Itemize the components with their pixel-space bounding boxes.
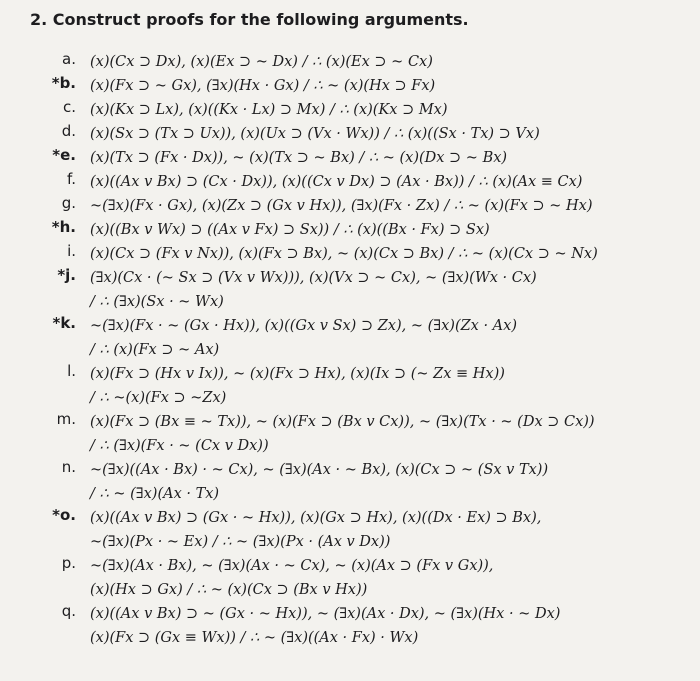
problem-item <box>0 242 700 266</box>
argument-premises: (x)((Ax v Bx) ⊃ (Gx · ~ Hx)), (x)(Gx ⊃ Hx), (x)((Dx · Ex) ⊃ Bx), <box>90 510 542 526</box>
problem-label: *e. <box>52 146 76 164</box>
argument-premises: (x)((Bx v Wx) ⊃ ((Ax v Fx) ⊃ Sx)) / ∴ (x)((Bx · Fx) ⊃ Sx) <box>90 222 490 238</box>
problem-argument <box>90 242 700 266</box>
argument-premises: (x)(Cx ⊃ (Fx v Nx)), (x)(Fx ⊃ Bx), ~ (x)(Cx ⊃ Bx) / ∴ ~ (x)(Cx ⊃ ~ Nx) <box>90 246 598 262</box>
argument-continuation: / ∴ ~(x)(Fx ⊃ ~Zx) <box>90 390 227 406</box>
argument-premises: ~(∃x)(Fx · Gx), (x)(Zx ⊃ (Gx v Hx)), (∃x)(Fx · Zx) / ∴ ~ (x)(Fx ⊃ ~ Hx) <box>90 198 593 214</box>
problem-argument <box>90 74 700 98</box>
problem-item <box>0 74 700 98</box>
problem-item <box>0 554 700 602</box>
problem-item <box>0 194 700 218</box>
problem-label: i. <box>67 242 76 260</box>
argument-premises: (x)(Tx ⊃ (Fx · Dx)), ~ (x)(Tx ⊃ ~ Bx) / ∴ ~ (x)(Dx ⊃ ~ Bx) <box>90 150 508 166</box>
problem-list <box>0 50 700 650</box>
problem-argument <box>90 458 700 506</box>
problem-label: *k. <box>52 314 76 332</box>
problem-item <box>0 458 700 506</box>
problem-argument <box>90 194 700 218</box>
argument-premises: (x)(Fx ⊃ (Bx ≡ ~ Tx)), ~ (x)(Fx ⊃ (Bx v Cx)), ~ (∃x)(Tx · ~ (Dx ⊃ Cx)) <box>90 414 595 430</box>
problem-argument <box>90 506 700 554</box>
argument-premises: ~(∃x)(Ax · Bx), ~ (∃x)(Ax · ~ Cx), ~ (x)(Ax ⊃ (Fx v Gx)), <box>90 558 494 574</box>
problem-item <box>0 266 700 314</box>
problem-label: a. <box>62 50 76 68</box>
problem-argument <box>90 602 700 650</box>
argument-continuation: (x)(Hx ⊃ Gx) / ∴ ~ (x)(Cx ⊃ (Bx v Hx)) <box>90 582 368 598</box>
argument-premises: ~(∃x)(Fx · ~ (Gx · Hx)), (x)((Gx v Sx) ⊃ Zx), ~ (∃x)(Zx · Ax) <box>90 318 517 334</box>
problem-item <box>0 506 700 554</box>
problem-item <box>0 218 700 242</box>
problem-argument <box>90 218 700 242</box>
problem-item <box>0 98 700 122</box>
problem-label: d. <box>61 122 76 140</box>
problem-argument <box>90 170 700 194</box>
argument-premises: (x)(Fx ⊃ ~ Gx), (∃x)(Hx · Gx) / ∴ ~ (x)(Hx ⊃ Fx) <box>90 78 436 94</box>
problem-label: *o. <box>52 506 76 524</box>
problem-label: f. <box>67 170 76 188</box>
problem-label: *b. <box>51 74 76 92</box>
argument-continuation: (x)(Fx ⊃ (Gx ≡ Wx)) / ∴ ~ (∃x)((Ax · Fx) · Wx) <box>90 630 419 646</box>
problem-label: *h. <box>51 218 76 236</box>
problem-label: l. <box>67 362 76 380</box>
problem-argument <box>90 50 700 74</box>
argument-premises: (∃x)(Cx · (~ Sx ⊃ (Vx v Wx))), (x)(Vx ⊃ ~ Cx), ~ (∃x)(Wx · Cx) <box>90 270 537 286</box>
problem-argument <box>90 266 700 314</box>
problem-argument <box>90 554 700 602</box>
exercise-heading: 2. Construct proofs for the following arguments. <box>30 10 469 29</box>
problem-argument <box>90 410 700 458</box>
argument-premises: (x)((Ax v Bx) ⊃ (Cx · Dx)), (x)((Cx v Dx) ⊃ (Ax · Bx)) / ∴ (x)(Ax ≡ Cx) <box>90 174 583 190</box>
problem-item <box>0 146 700 170</box>
argument-continuation: / ∴ (∃x)(Fx · ~ (Cx v Dx)) <box>90 438 269 454</box>
problem-item <box>0 410 700 458</box>
problem-label: p. <box>61 554 76 572</box>
argument-premises: (x)(Kx ⊃ Lx), (x)((Kx · Lx) ⊃ Mx) / ∴ (x)(Kx ⊃ Mx) <box>90 102 448 118</box>
argument-continuation: / ∴ (x)(Fx ⊃ ~ Ax) <box>90 342 220 358</box>
problem-argument <box>90 122 700 146</box>
argument-continuation: / ∴ ~ (∃x)(Ax · Tx) <box>90 486 220 502</box>
problem-argument <box>90 98 700 122</box>
argument-continuation: ~(∃x)(Px · ~ Ex) / ∴ ~ (∃x)(Px · (Ax v Dx)) <box>90 534 391 550</box>
problem-item <box>0 362 700 410</box>
argument-premises: (x)(Cx ⊃ Dx), (x)(Ex ⊃ ~ Dx) / ∴ (x)(Ex ⊃ ~ Cx) <box>90 54 433 70</box>
argument-premises: ~(∃x)((Ax · Bx) · ~ Cx), ~ (∃x)(Ax · ~ Bx), (x)(Cx ⊃ ~ (Sx v Tx)) <box>90 462 549 478</box>
problem-label: *j. <box>57 266 76 284</box>
argument-premises: (x)(Fx ⊃ (Hx v Ix)), ~ (x)(Fx ⊃ Hx), (x)(Ix ⊃ (~ Zx ≡ Hx)) <box>90 366 505 382</box>
problem-item <box>0 314 700 362</box>
argument-premises: (x)((Ax v Bx) ⊃ ~ (Gx · ~ Hx)), ~ (∃x)(Ax · Dx), ~ (∃x)(Hx · ~ Dx) <box>90 606 561 622</box>
problem-label: q. <box>61 602 76 620</box>
problem-item <box>0 602 700 650</box>
problem-argument <box>90 362 700 410</box>
problem-label: g. <box>61 194 76 212</box>
problem-label: m. <box>56 410 76 428</box>
argument-premises: (x)(Sx ⊃ (Tx ⊃ Ux)), (x)(Ux ⊃ (Vx · Wx)) / ∴ (x)((Sx · Tx) ⊃ Vx) <box>90 126 540 142</box>
problem-item <box>0 170 700 194</box>
problem-item <box>0 122 700 146</box>
problem-label: n. <box>61 458 76 476</box>
problem-argument <box>90 314 700 362</box>
problem-item <box>0 50 700 74</box>
problem-label: c. <box>62 98 76 116</box>
argument-continuation: / ∴ (∃x)(Sx · ~ Wx) <box>90 294 224 310</box>
problem-argument <box>90 146 700 170</box>
